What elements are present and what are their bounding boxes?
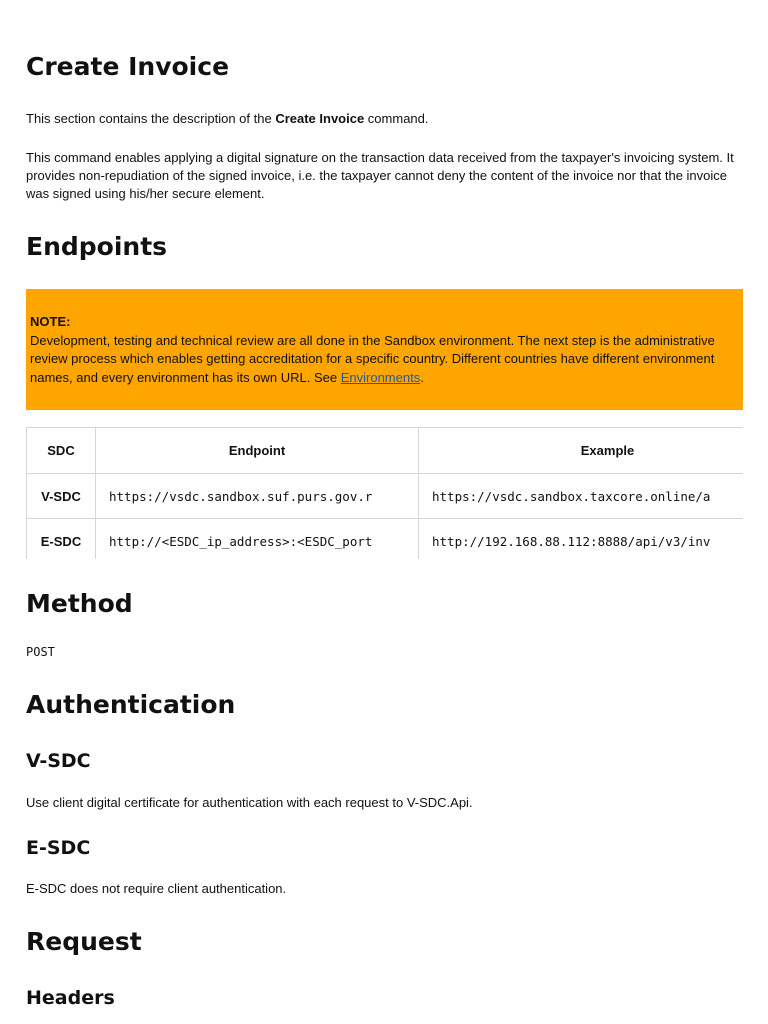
endpoints-heading: Endpoints [26, 232, 168, 261]
vsdc-auth-text: Use client digital certificate for authentication with each request to V-SDC.Api. [26, 795, 473, 810]
vsdc-heading: V-SDC [26, 750, 91, 772]
cell-sdc: E-SDC [27, 519, 96, 560]
intro-suffix: command. [364, 111, 429, 126]
note-period: . [420, 369, 424, 385]
cell-example: http://192.168.88.112:8888/api/v3/inv [419, 519, 744, 560]
table-row [27, 474, 744, 519]
method-heading: Method [26, 589, 133, 618]
column-header-example: Example [419, 428, 744, 474]
authentication-heading: Authentication [26, 690, 236, 719]
environments-link[interactable]: Environments [340, 369, 421, 385]
esdc-auth-text: E-SDC does not require client authentication. [26, 881, 287, 896]
note-text: Development, testing and technical review are all done in the Sandbox environment. The next step is the administrative review process which enables getting accreditation for a specific country. Different countries have different environment names, and every environment has its own URL. See [30, 332, 715, 385]
cell-sdc: V-SDC [27, 474, 96, 519]
intro-prefix: This section contains the description of the [26, 111, 276, 126]
intro-paragraph [26, 110, 743, 128]
column-header-endpoint: Endpoint [96, 428, 419, 474]
endpoints-table [26, 427, 743, 559]
cell-endpoint: https://vsdc.sandbox.suf.purs.gov.r [96, 474, 419, 519]
description-paragraph: This command enables applying a digital signature on the transaction data received from the taxpayer's invoicing system. It provides non-repudiation of the signed invoice, i.e. the taxpayer cannot deny the content of the invoice nor that the invoice was signed using his/her secure element. [26, 150, 734, 201]
intro-command-name: Create Invoice [275, 111, 365, 126]
cell-example: https://vsdc.sandbox.taxcore.online/a [419, 474, 744, 519]
endpoints-table-container[interactable] [26, 427, 743, 559]
request-heading: Request [26, 927, 142, 956]
cell-endpoint: http://<ESDC_ip_address>:<ESDC_port [96, 519, 419, 560]
note-label: NOTE: [30, 314, 71, 329]
column-header-sdc: SDC [27, 428, 96, 474]
headers-subheading: Headers [26, 987, 115, 1009]
table-header-row [27, 428, 744, 474]
method-value: POST [26, 645, 55, 659]
esdc-heading: E-SDC [26, 837, 91, 859]
page-title: Create Invoice [26, 52, 230, 81]
table-row [27, 519, 744, 560]
sandbox-note [26, 289, 743, 410]
